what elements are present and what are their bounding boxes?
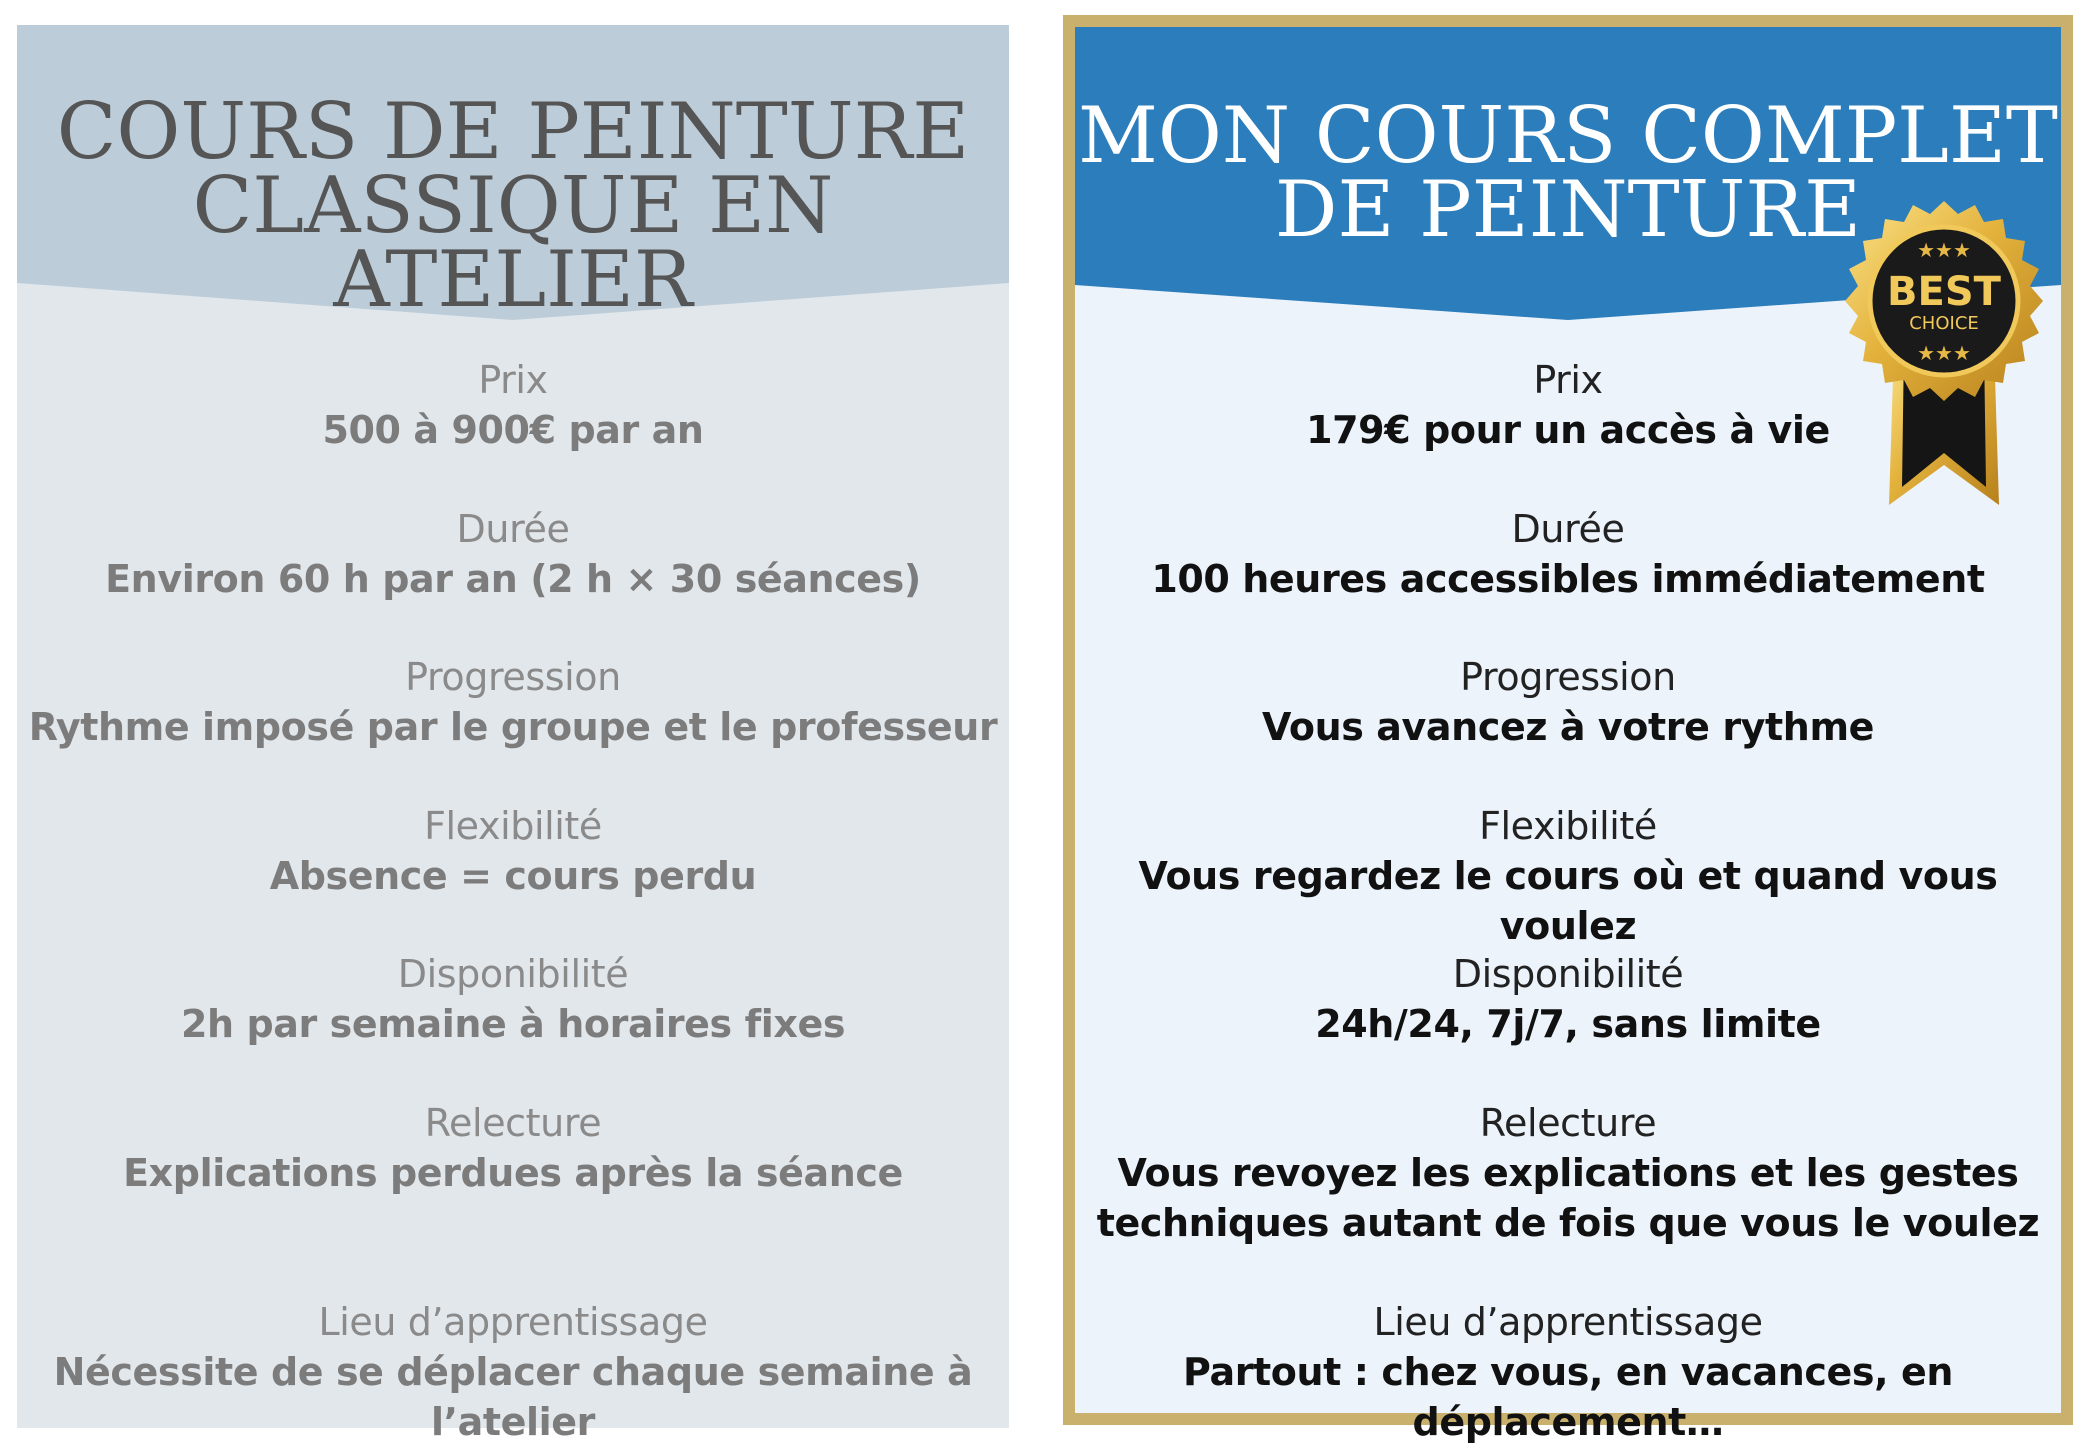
row-disponibilite xyxy=(1075,949,2061,1049)
row-value: Vous regardez le cours où et quand vous voulez xyxy=(1138,854,1998,948)
badge-stars-top: ★★★ xyxy=(1917,238,1971,262)
row-label: Durée xyxy=(456,507,570,551)
row-progression xyxy=(1075,652,2061,752)
row-value: Rythme imposé par le groupe et le professeur xyxy=(28,705,998,749)
row-lieu xyxy=(1075,1297,2061,1447)
row-value: 500 à 900€ par an xyxy=(322,408,704,452)
row-value: Explications perdues après la séance xyxy=(123,1151,903,1195)
row-label: Flexibilité xyxy=(1479,804,1657,848)
comparison-card-atelier xyxy=(17,25,1009,1444)
card-title-line: MON COURS COMPLET xyxy=(1078,91,2058,181)
row-duree xyxy=(1075,504,2061,604)
row-label: Disponibilité xyxy=(397,952,629,996)
row-progression xyxy=(17,652,1009,752)
row-value: Environ 60 h par an (2 h × 30 séances) xyxy=(105,557,921,601)
row-value-continued: techniques autant de fois que vous le voulez xyxy=(1096,1201,2040,1245)
card-title-line: COURS DE PEINTURE xyxy=(56,87,970,177)
row-value: 179€ pour un accès à vie xyxy=(1306,408,1830,452)
row-prix xyxy=(17,355,1009,455)
row-label: Relecture xyxy=(1479,1101,1657,1145)
row-relecture xyxy=(17,1098,1009,1198)
row-lieu xyxy=(17,1297,1009,1447)
row-label: Progression xyxy=(1460,655,1676,699)
row-label: Disponibilité xyxy=(1452,952,1684,996)
row-value: Absence = cours perdu xyxy=(269,854,757,898)
row-disponibilite xyxy=(17,949,1009,1049)
row-relecture xyxy=(1075,1098,2061,1248)
card-title-line: CLASSIQUE EN ATELIER xyxy=(192,161,834,325)
row-label: Relecture xyxy=(424,1101,602,1145)
best-choice-badge-icon xyxy=(1834,195,2054,515)
badge-text-choice: CHOICE xyxy=(1909,313,1979,334)
row-label: Flexibilité xyxy=(424,804,602,848)
row-flexibilite xyxy=(1075,801,2061,951)
row-duree xyxy=(17,504,1009,604)
row-value: 100 heures accessibles immédiatement xyxy=(1151,557,1985,601)
row-value: 24h/24, 7j/7, sans limite xyxy=(1315,1002,1821,1046)
row-value: Nécessite de se déplacer chaque semaine à l’atelier xyxy=(53,1350,973,1444)
row-flexibilite xyxy=(17,801,1009,901)
row-label: Progression xyxy=(405,655,621,699)
row-label: Lieu d’apprentissage xyxy=(1373,1300,1763,1344)
card-title-left xyxy=(17,87,1009,325)
row-value: Vous revoyez les explications et les gestes xyxy=(1117,1151,2019,1195)
row-label: Durée xyxy=(1511,507,1625,551)
badge-stars-bottom: ★★★ xyxy=(1917,341,1971,365)
row-label: Prix xyxy=(1533,358,1603,402)
row-value: 2h par semaine à horaires fixes xyxy=(180,1002,846,1046)
row-label: Lieu d’apprentissage xyxy=(318,1300,708,1344)
row-value: Partout : chez vous, en vacances, en déplacement… xyxy=(1183,1350,1953,1444)
badge-text-best: BEST xyxy=(1887,269,2001,315)
row-label: Prix xyxy=(478,358,548,402)
card-title-line: DE PEINTURE xyxy=(1274,165,1862,255)
row-value: Vous avancez à votre rythme xyxy=(1261,705,1875,749)
